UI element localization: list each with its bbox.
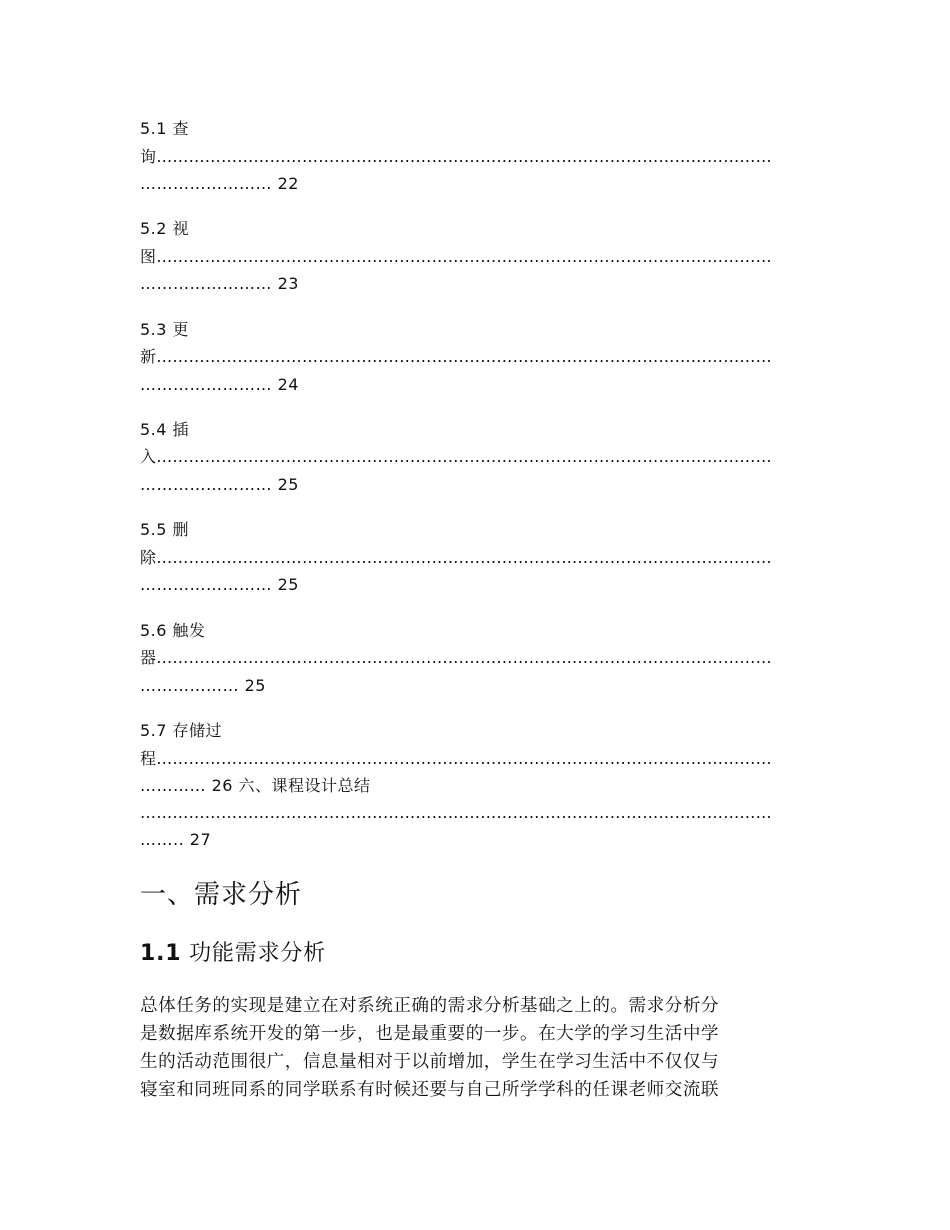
toc-entry-5-6-label: 5.6 触发 — [140, 621, 206, 640]
toc-entry-5-3-label: 5.3 更 — [140, 320, 190, 339]
paragraph-line: 总体任务的实现是建立在对系统正确的需求分析基础之上的。需求分析分 — [140, 996, 720, 1016]
toc-entry-5-5-label: 5.5 删 — [140, 520, 190, 539]
paragraph-line: 是数据库系统开发的第一步，也是最重要的一步。在大学的学习生活中学 — [140, 1024, 720, 1044]
toc-entry-5-5-leader: 除…………………………………………………………………………………………………… — [140, 548, 772, 567]
toc-entry-5-1-leader: 询…………………………………………………………………………………………………… — [140, 147, 772, 166]
toc-entry-6-label: ………… 26 六、课程设计总结 — [140, 776, 371, 795]
section-heading: 一、需求分析 — [140, 880, 303, 910]
subsection-heading — [140, 938, 326, 970]
toc-entry-5-3-page: …………………… 24 — [140, 375, 299, 394]
toc-entry-5-2-leader: 图…………………………………………………………………………………………………… — [140, 247, 772, 266]
toc-entry-5-4-label: 5.4 插 — [140, 420, 190, 439]
subsection-title: 功能需求分析 — [181, 941, 326, 966]
body-paragraph — [140, 992, 812, 1104]
subsection-number: 1.1 — [140, 941, 182, 966]
toc-entry-5-2-label: 5.2 视 — [140, 219, 190, 238]
toc-entry-5-3-leader: 新…………………………………………………………………………………………………… — [140, 347, 772, 366]
toc-entry-5-6-page: ……………… 25 — [140, 676, 266, 695]
toc-entry-5-1-page: …………………… 22 — [140, 174, 299, 193]
toc-entry-5-4-page: …………………… 25 — [140, 475, 299, 494]
toc-entry-5-2-page: …………………… 23 — [140, 274, 299, 293]
toc-entry-6-page: …….. 27 — [140, 830, 212, 849]
toc-entry-5-6-leader: 器…………………………………………………………………………………………………… — [140, 648, 772, 667]
paragraph-line: 寝室和同班同系的同学联系有时候还要与自己所学学科的任课老师交流联 — [140, 1080, 720, 1100]
toc-entry-5-7-label: 5.7 存储过 — [140, 721, 223, 740]
toc-entry-5-4-leader: 入…………………………………………………………………………………………………… — [140, 447, 772, 466]
toc-entry-6-leader: ……………………………………………………………………………………………………… — [140, 803, 772, 822]
toc-entry-5-5-page: …………………… 25 — [140, 575, 299, 594]
paragraph-line: 生的活动范围很广，信息量相对于以前增加，学生在学习生活中不仅仅与 — [140, 1052, 720, 1072]
toc-entry-5-7-leader: 程…………………………………………………………………………………………………… — [140, 749, 772, 768]
toc-entry-5-1-label: 5.1 查 — [140, 119, 190, 138]
